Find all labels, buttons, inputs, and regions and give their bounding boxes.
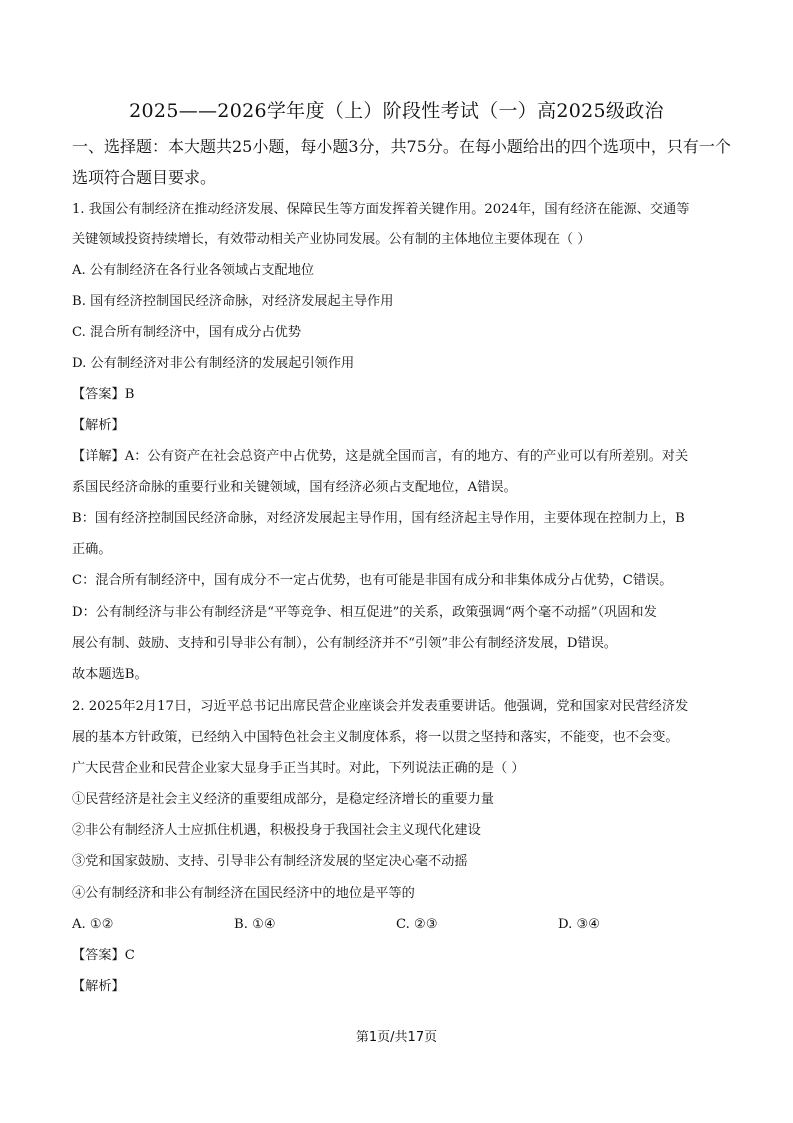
text-line: 正确。 (72, 542, 112, 557)
section-heading: 一、选择题：本大题共25小题，每小题3分，共75分。在每小题给出的四个选项中，只有一个选项符合题目要求。 (72, 137, 731, 187)
text-line: 2. 2025年2月17日，习近平总书记出席民营企业座谈会并发表重要讲话。他强调，党和国家对民营经济发 (72, 699, 689, 714)
statement-line: ③党和国家鼓励、支持、引导非公有制经济发展的坚定决心毫不动摇 (72, 854, 468, 869)
option-line: C. 混合所有制经济中，国有成分占优势 (72, 325, 302, 340)
page-footer: 第1页/共17页 (355, 1030, 438, 1045)
text-line: 1. 我国公有制经济在推动经济发展、保障民生等方面发挥着关键作用。2024年，国有经济在能源、交通等 (72, 202, 690, 217)
option-b: B. ①④ (234, 917, 276, 932)
option-c: C. ②③ (396, 917, 438, 932)
option-line: D. 公有制经济对非公有制经济的发展起引领作用 (72, 356, 355, 371)
analysis-heading: 【解析】 (72, 418, 125, 433)
analysis-heading: 【解析】 (72, 979, 125, 994)
text-line: 故本题选B。 (72, 667, 148, 682)
statement-line: ②非公有制经济人士应抓住机遇，积极投身于我国社会主义现代化建设 (72, 823, 481, 838)
statement-line: ①民营经济是社会主义经济的重要组成部分，是稳定经济增长的重要力量 (72, 792, 494, 807)
text-line: D：公有制经济与非公有制经济是“平等竞争、相互促进”的关系，政策强调“两个毫不动摇”（巩固和发 (72, 605, 657, 620)
option-d: D. ③④ (558, 917, 601, 932)
statement-line: ④公有制经济和非公有制经济在国民经济中的地位是平等的 (72, 886, 415, 901)
option-a: A. ①② (72, 917, 114, 932)
option-line: B. 国有经济控制国民经济命脉，对经济发展起主导作用 (72, 294, 394, 309)
document-title: 2025——2026学年度（上）阶段性考试（一）高2025级政治 (129, 100, 664, 122)
text-line: 关键领域投资持续增长，有效带动相关产业协同发展。公有制的主体地位主要体现在（ ） (72, 232, 591, 247)
text-line: 系国民经济命脉的重要行业和关键领域，国有经济必须占支配地位，A错误。 (72, 480, 517, 495)
answer-line: 【答案】B (72, 387, 135, 402)
text-line: 展的基本方针政策，已经纳入中国特色社会主义制度体系，将一以贯之坚持和落实，不能变，也不会变。 (72, 730, 679, 745)
text-line: 展公有制、鼓励、支持和引导非公有制），公有制经济并不“引领”非公有制经济发展，D错误。 (72, 636, 617, 651)
text-line: C：混合所有制经济中，国有成分不一定占优势，也有可能是非国有成分和非集体成分占优势，C错误。 (72, 573, 673, 588)
answer-line: 【答案】C (72, 948, 135, 963)
text-line: 【详解】A：公有资产在社会总资产中占优势，这是就全国而言，有的地方、有的产业可以有所差别。对关 (72, 449, 689, 464)
text-line: 广大民营企业和民营企业家大显身手正当其时。对此，下列说法正确的是（ ） (72, 761, 525, 776)
option-line: A. 公有制经济在各行业各领域占支配地位 (72, 263, 315, 278)
text-line: B：国有经济控制国民经济命脉，对经济发展起主导作用，国有经济起主导作用，主要体现在控制力上，B (72, 511, 685, 526)
